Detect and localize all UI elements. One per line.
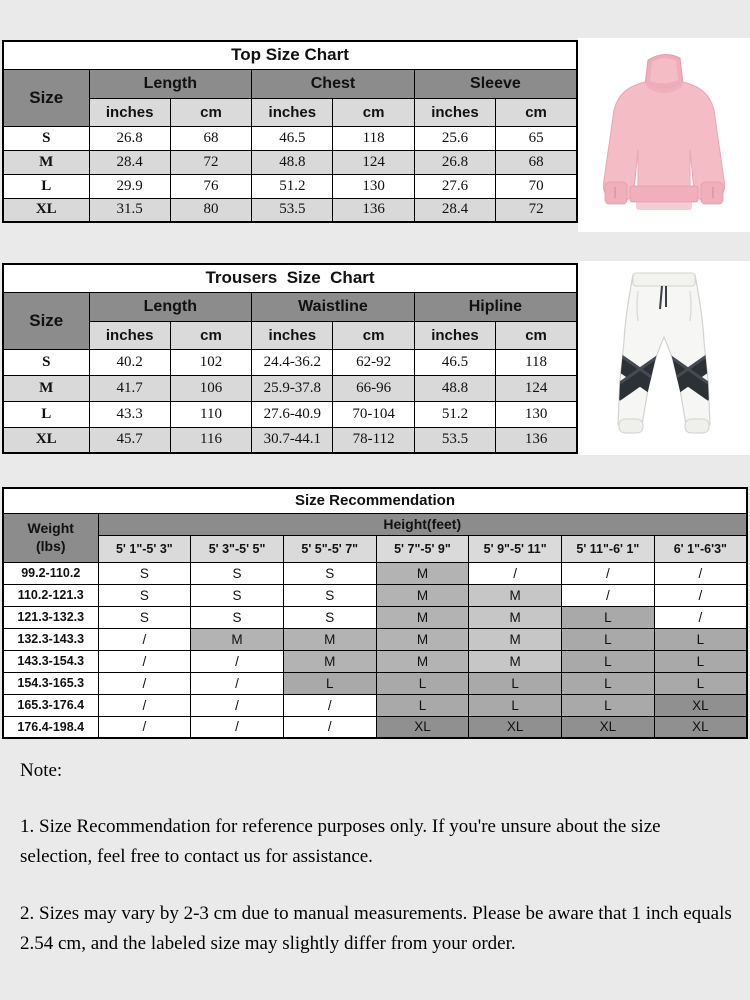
measurement-cell: 136 bbox=[333, 198, 414, 222]
measurement-cell: 53.5 bbox=[252, 198, 333, 222]
size-recommendation-cell: L bbox=[562, 672, 655, 694]
measurement-cell: 26.8 bbox=[414, 150, 495, 174]
measurement-cell: 72 bbox=[496, 198, 577, 222]
measurement-cell: 48.8 bbox=[252, 150, 333, 174]
measurement-cell: 41.7 bbox=[89, 375, 170, 401]
weight-range-cell: 99.2-110.2 bbox=[3, 562, 98, 584]
measurement-cell: 24.4-36.2 bbox=[252, 349, 333, 375]
unit-header-row bbox=[3, 98, 577, 126]
note-item-2: 2. Sizes may vary by 2-3 cm due to manual measurements. Please be aware that 1 inch equals 2.54 cm, and the labeled size may slightly differ from your order. bbox=[20, 902, 732, 955]
measurement-cell: 66-96 bbox=[333, 375, 414, 401]
size-label-cell: L bbox=[3, 401, 89, 427]
top-chart-title: Top Size Chart bbox=[3, 41, 577, 69]
table-row bbox=[3, 401, 577, 427]
table-row bbox=[3, 427, 577, 453]
measurement-cell: 46.5 bbox=[414, 349, 495, 375]
size-recommendation-cell: / bbox=[191, 650, 284, 672]
table-row bbox=[3, 126, 577, 150]
measurement-cell: 48.8 bbox=[414, 375, 495, 401]
size-recommendation-cell: L bbox=[376, 694, 469, 716]
table-row bbox=[3, 562, 747, 584]
measurement-cell: 29.9 bbox=[89, 174, 170, 198]
measurement-cell: 27.6 bbox=[414, 174, 495, 198]
size-recommendation-cell: S bbox=[191, 606, 284, 628]
size-label-cell: XL bbox=[3, 427, 89, 453]
size-recommendation-cell: M bbox=[469, 628, 562, 650]
size-recommendation-cell: M bbox=[191, 628, 284, 650]
size-recommendation-cell: / bbox=[654, 606, 747, 628]
size-recommendation-cell: L bbox=[469, 672, 562, 694]
trousers-product-photo bbox=[578, 261, 750, 455]
weight-range-cell: 110.2-121.3 bbox=[3, 584, 98, 606]
table-title-row bbox=[3, 264, 577, 292]
measurement-cell: 43.3 bbox=[89, 401, 170, 427]
measurement-cell: 72 bbox=[170, 150, 251, 174]
height-range-header: 5' 7"-5' 9" bbox=[376, 535, 469, 562]
size-recommendation-cell: S bbox=[283, 562, 376, 584]
size-recommendation-cell: / bbox=[191, 672, 284, 694]
size-label-cell: M bbox=[3, 375, 89, 401]
height-range-header: 5' 11"-6' 1" bbox=[562, 535, 655, 562]
measurement-cell: 31.5 bbox=[89, 198, 170, 222]
size-recommendation-cell: / bbox=[98, 694, 191, 716]
size-recommendation-cell: L bbox=[562, 628, 655, 650]
size-recommendation-cell: M bbox=[376, 628, 469, 650]
table-row bbox=[3, 375, 577, 401]
weight-column-header: Weight (lbs) bbox=[3, 513, 98, 562]
unit-header: inches bbox=[89, 98, 170, 126]
top-product-photo bbox=[578, 38, 750, 232]
size-recommendation-cell: L bbox=[562, 694, 655, 716]
table-row bbox=[3, 716, 747, 738]
measurement-cell: 70 bbox=[496, 174, 577, 198]
size-recommendation-cell: L bbox=[469, 694, 562, 716]
size-recommendation-cell: / bbox=[562, 584, 655, 606]
size-recommendation-cell: / bbox=[98, 650, 191, 672]
measurement-cell: 124 bbox=[496, 375, 577, 401]
size-recommendation-title: Size Recommendation bbox=[3, 488, 747, 513]
size-recommendation-cell: L bbox=[562, 650, 655, 672]
measurement-cell: 25.9-37.8 bbox=[252, 375, 333, 401]
measurement-cell: 76 bbox=[170, 174, 251, 198]
notes-section bbox=[20, 760, 736, 986]
top-size-chart-section bbox=[2, 40, 578, 223]
size-recommendation-cell: / bbox=[562, 562, 655, 584]
unit-header: inches bbox=[252, 321, 333, 349]
measurement-cell: 51.2 bbox=[252, 174, 333, 198]
hipline-group-header: Hipline bbox=[414, 292, 577, 321]
size-recommendation-cell: / bbox=[283, 694, 376, 716]
table-row bbox=[3, 628, 747, 650]
size-label-cell: XL bbox=[3, 198, 89, 222]
measurement-cell: 118 bbox=[496, 349, 577, 375]
length-group-header: Length bbox=[89, 292, 252, 321]
size-recommendation-cell: / bbox=[654, 584, 747, 606]
measurement-cell: 62-92 bbox=[333, 349, 414, 375]
unit-header: inches bbox=[414, 98, 495, 126]
size-recommendation-cell: XL bbox=[654, 716, 747, 738]
group-header-row bbox=[3, 292, 577, 321]
table-row bbox=[3, 672, 747, 694]
measurement-cell: 130 bbox=[333, 174, 414, 198]
size-recommendation-cell: / bbox=[98, 628, 191, 650]
unit-header: cm bbox=[496, 321, 577, 349]
size-recommendation-cell: M bbox=[376, 584, 469, 606]
size-recommendation-cell: S bbox=[98, 562, 191, 584]
size-recommendation-cell: S bbox=[283, 606, 376, 628]
weight-range-cell: 121.3-132.3 bbox=[3, 606, 98, 628]
size-recommendation-cell: S bbox=[98, 606, 191, 628]
measurement-cell: 78-112 bbox=[333, 427, 414, 453]
unit-header: cm bbox=[496, 98, 577, 126]
size-label-cell: S bbox=[3, 349, 89, 375]
height-range-header: 6' 1"-6'3" bbox=[654, 535, 747, 562]
size-recommendation-cell: M bbox=[376, 650, 469, 672]
table-row bbox=[3, 584, 747, 606]
measurement-cell: 124 bbox=[333, 150, 414, 174]
measurement-cell: 118 bbox=[333, 126, 414, 150]
size-recommendation-section bbox=[2, 487, 748, 739]
size-recommendation-cell: S bbox=[191, 584, 284, 606]
size-recommendation-cell: XL bbox=[376, 716, 469, 738]
group-header-row bbox=[3, 69, 577, 98]
size-recommendation-cell: L bbox=[654, 650, 747, 672]
table-row bbox=[3, 606, 747, 628]
chest-group-header: Chest bbox=[252, 69, 415, 98]
size-recommendation-cell: S bbox=[98, 584, 191, 606]
size-recommendation-cell: / bbox=[191, 694, 284, 716]
trousers-chart-title: Trousers Size Chart bbox=[3, 264, 577, 292]
height-range-header: 5' 5"-5' 7" bbox=[283, 535, 376, 562]
size-label-cell: S bbox=[3, 126, 89, 150]
measurement-cell: 106 bbox=[170, 375, 251, 401]
weight-range-cell: 132.3-143.3 bbox=[3, 628, 98, 650]
size-column-header: Size bbox=[3, 69, 89, 126]
note-heading: Note: bbox=[20, 760, 63, 781]
size-recommendation-cell: L bbox=[376, 672, 469, 694]
measurement-cell: 46.5 bbox=[252, 126, 333, 150]
weight-range-cell: 165.3-176.4 bbox=[3, 694, 98, 716]
size-recommendation-cell: M bbox=[469, 650, 562, 672]
measurement-cell: 27.6-40.9 bbox=[252, 401, 333, 427]
measurement-cell: 26.8 bbox=[89, 126, 170, 150]
height-range-header: 5' 1"-5' 3" bbox=[98, 535, 191, 562]
height-range-row bbox=[3, 535, 747, 562]
measurement-cell: 51.2 bbox=[414, 401, 495, 427]
measurement-cell: 28.4 bbox=[89, 150, 170, 174]
measurement-cell: 136 bbox=[496, 427, 577, 453]
size-recommendation-cell: M bbox=[283, 628, 376, 650]
sleeve-group-header: Sleeve bbox=[414, 69, 577, 98]
size-column-header: Size bbox=[3, 292, 89, 349]
table-row bbox=[3, 349, 577, 375]
white-sweatpants-image bbox=[578, 261, 750, 455]
table-title-row bbox=[3, 41, 577, 69]
measurement-cell: 102 bbox=[170, 349, 251, 375]
table-row bbox=[3, 150, 577, 174]
size-recommendation-cell: S bbox=[283, 584, 376, 606]
measurement-cell: 25.6 bbox=[414, 126, 495, 150]
measurement-cell: 130 bbox=[496, 401, 577, 427]
size-recommendation-cell: XL bbox=[654, 694, 747, 716]
top-size-chart-table bbox=[2, 40, 578, 223]
size-label-cell: L bbox=[3, 174, 89, 198]
table-row bbox=[3, 650, 747, 672]
measurement-cell: 80 bbox=[170, 198, 251, 222]
weight-range-cell: 143.3-154.3 bbox=[3, 650, 98, 672]
measurement-cell: 40.2 bbox=[89, 349, 170, 375]
size-recommendation-cell: / bbox=[191, 716, 284, 738]
measurement-cell: 28.4 bbox=[414, 198, 495, 222]
size-recommendation-cell: M bbox=[376, 562, 469, 584]
size-recommendation-table bbox=[2, 487, 748, 739]
size-recommendation-cell: / bbox=[283, 716, 376, 738]
height-group-header: Height(feet) bbox=[98, 513, 747, 535]
size-recommendation-cell: XL bbox=[562, 716, 655, 738]
measurement-cell: 65 bbox=[496, 126, 577, 150]
unit-header-row bbox=[3, 321, 577, 349]
table-title-row bbox=[3, 488, 747, 513]
measurement-cell: 45.7 bbox=[89, 427, 170, 453]
size-recommendation-cell: / bbox=[98, 672, 191, 694]
unit-header: inches bbox=[252, 98, 333, 126]
measurement-cell: 110 bbox=[170, 401, 251, 427]
size-recommendation-cell: L bbox=[654, 628, 747, 650]
size-recommendation-cell: L bbox=[562, 606, 655, 628]
size-recommendation-cell: L bbox=[283, 672, 376, 694]
weight-range-cell: 154.3-165.3 bbox=[3, 672, 98, 694]
size-recommendation-cell: / bbox=[654, 562, 747, 584]
weight-range-cell: 176.4-198.4 bbox=[3, 716, 98, 738]
trousers-size-chart-table bbox=[2, 263, 578, 454]
table-row bbox=[3, 198, 577, 222]
size-recommendation-cell: / bbox=[469, 562, 562, 584]
unit-header: cm bbox=[333, 321, 414, 349]
unit-header: cm bbox=[170, 321, 251, 349]
height-range-header: 5' 9"-5' 11" bbox=[469, 535, 562, 562]
unit-header: cm bbox=[170, 98, 251, 126]
table-row bbox=[3, 174, 577, 198]
size-recommendation-cell: M bbox=[283, 650, 376, 672]
size-recommendation-cell: S bbox=[191, 562, 284, 584]
size-recommendation-cell: XL bbox=[469, 716, 562, 738]
measurement-cell: 68 bbox=[170, 126, 251, 150]
size-recommendation-cell: L bbox=[654, 672, 747, 694]
unit-header: inches bbox=[89, 321, 170, 349]
size-label-cell: M bbox=[3, 150, 89, 174]
size-recommendation-cell: M bbox=[469, 584, 562, 606]
size-recommendation-cell: M bbox=[376, 606, 469, 628]
size-recommendation-cell: / bbox=[98, 716, 191, 738]
table-row bbox=[3, 694, 747, 716]
unit-header: cm bbox=[333, 98, 414, 126]
height-range-header: 5' 3"-5' 5" bbox=[191, 535, 284, 562]
pink-turtleneck-sweatshirt-image bbox=[578, 38, 750, 232]
measurement-cell: 68 bbox=[496, 150, 577, 174]
length-group-header: Length bbox=[89, 69, 252, 98]
measurement-cell: 70-104 bbox=[333, 401, 414, 427]
size-recommendation-cell: M bbox=[469, 606, 562, 628]
measurement-cell: 116 bbox=[170, 427, 251, 453]
trousers-size-chart-section bbox=[2, 263, 578, 454]
unit-header: inches bbox=[414, 321, 495, 349]
note-item-1: 1. Size Recommendation for reference purposes only. If you're unsure about the size selection, feel free to contact us for assistance. bbox=[20, 816, 661, 868]
measurement-cell: 30.7-44.1 bbox=[252, 427, 333, 453]
measurement-cell: 53.5 bbox=[414, 427, 495, 453]
height-header-row bbox=[3, 513, 747, 535]
waistline-group-header: Waistline bbox=[252, 292, 415, 321]
